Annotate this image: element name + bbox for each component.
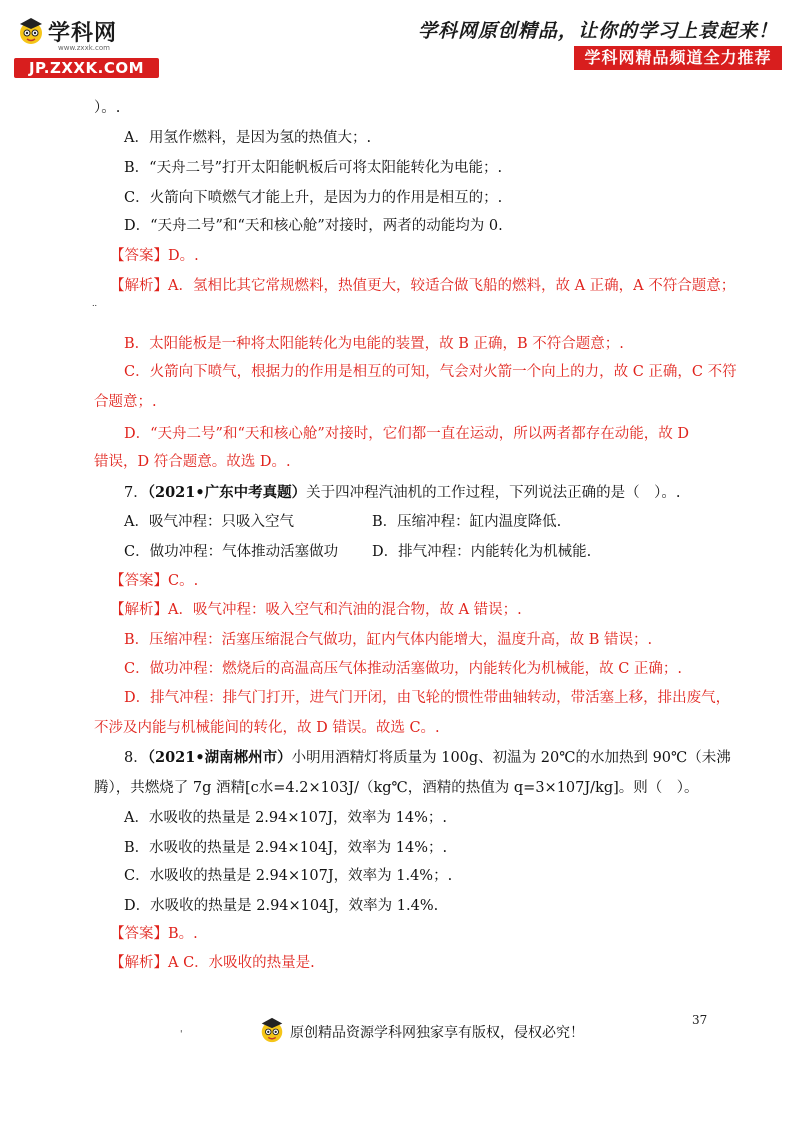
analysis-line: 【解析】A．氢相比其它常规燃料，热值更大，较适合做飞船的燃料，故 A 正确，A 不符合题意； bbox=[110, 278, 736, 294]
option-b: B．水吸收的热量是 2.94×104J，效率为 14%；. bbox=[124, 840, 448, 856]
question-source: （2021•广东中考真题） bbox=[147, 484, 307, 501]
header-banner: 学科网精品频道全力推荐 bbox=[574, 46, 782, 70]
logo-text: 学科网 bbox=[48, 21, 118, 46]
analysis-line: 【解析】A．吸气冲程：吸入空气和汽油的混合物，故 A 错误；. bbox=[110, 602, 522, 618]
question-text: 关于四冲程汽油机的工作过程，下列说法正确的是（ ）。. bbox=[306, 485, 681, 501]
analysis-line: D．“天舟二号”和“天和核心舱”对接时，它们都一直在运动，所以两者都存在动能，故 D bbox=[124, 426, 690, 442]
question-number: 8． bbox=[124, 750, 148, 766]
logo-url: www.zxxk.com bbox=[58, 44, 110, 52]
analysis-line: 错误，D 符合题意。故选 D。. bbox=[94, 454, 291, 470]
option-c: C．水吸收的热量是 2.94×107J，效率为 1.4%；. bbox=[124, 868, 453, 884]
option-d: D．“天舟二号”和“天和核心舱”对接时，两者的动能均为 0. bbox=[124, 218, 503, 234]
analysis-line: 【解析】A C．水吸收的热量是. bbox=[110, 955, 315, 971]
question-7 bbox=[124, 483, 680, 503]
answer-label: 【答案】B。. bbox=[110, 926, 198, 942]
analysis-line: D．排气冲程：排气门打开，进气门开闭，由飞轮的惯性带曲轴转动，带活塞上移，排出废气， bbox=[124, 690, 731, 706]
question-text: 腾），共燃烧了 7g 酒精[c水=4.2×103J/（kg℃，酒精的热值为 q=3×107J/kg]。则（ ）。 bbox=[94, 780, 699, 796]
option-d: D．水吸收的热量是 2.94×104J，效率为 1.4%. bbox=[124, 898, 439, 914]
footer-copyright: 原创精品资源学科网独家享有版权，侵权必究！ bbox=[290, 1025, 584, 1041]
option-d: D．排气冲程：内能转化为机械能. bbox=[372, 544, 592, 560]
question-source: （2021•湖南郴州市） bbox=[147, 749, 292, 766]
option-b: B．压缩冲程：缸内温度降低. bbox=[372, 514, 562, 530]
text-line: ）。. bbox=[94, 100, 121, 116]
footer-mark: ' bbox=[180, 1030, 183, 1040]
logo-site-badge: JP.ZXXK.COM bbox=[14, 58, 159, 78]
analysis-line: C．火箭向下喷气，根据力的作用是相互的可知，气会对火箭一个向上的力，故 C 正确，C 不符 bbox=[124, 364, 737, 380]
question-8 bbox=[124, 748, 731, 768]
analysis-line: B．太阳能板是一种将太阳能转化为电能的装置，故 B 正确，B 不符合题意；. bbox=[124, 336, 624, 352]
option-b: B．“天舟二号”打开太阳能帆板后可将太阳能转化为电能；. bbox=[124, 160, 503, 176]
question-text: 小明用酒精灯将质量为 100g、初温为 20℃的水加热到 90℃（未沸 bbox=[291, 750, 731, 766]
page-number: 37 bbox=[692, 1013, 708, 1027]
option-a: A．水吸收的热量是 2.94×107J，效率为 14%；. bbox=[124, 810, 447, 826]
option-c: C．火箭向下喷燃气才能上升，是因为力的作用是相互的；. bbox=[124, 190, 503, 206]
option-a: A．用氢作燃料，是因为氢的热值大；. bbox=[124, 130, 372, 146]
text-mark: .. bbox=[92, 299, 98, 308]
option-a: A．吸气冲程：只吸入空气 bbox=[124, 514, 294, 530]
option-c: C．做功冲程：气体推动活塞做功 bbox=[124, 544, 339, 560]
analysis-line: B．压缩冲程：活塞压缩混合气做功，缸内气体内能增大，温度升高，故 B 错误；. bbox=[124, 632, 653, 648]
analysis-line: C．做功冲程：燃烧后的高温高压气体推动活塞做功，内能转化为机械能，故 C 正确；. bbox=[124, 661, 683, 677]
answer-label: 【答案】C。. bbox=[110, 573, 199, 589]
header-slogan: 学科网原创精品，让你的学习上袁起来！ bbox=[417, 20, 778, 42]
mascot-icon bbox=[258, 1016, 286, 1044]
mascot-icon bbox=[16, 16, 46, 46]
analysis-line: 合题意；. bbox=[94, 394, 157, 410]
question-number: 7． bbox=[124, 485, 148, 501]
site-logo[interactable] bbox=[14, 14, 159, 77]
analysis-line: 不涉及内能与机械能间的转化，故 D 错误。故选 C。. bbox=[94, 720, 440, 736]
answer-label: 【答案】D。. bbox=[110, 248, 199, 264]
